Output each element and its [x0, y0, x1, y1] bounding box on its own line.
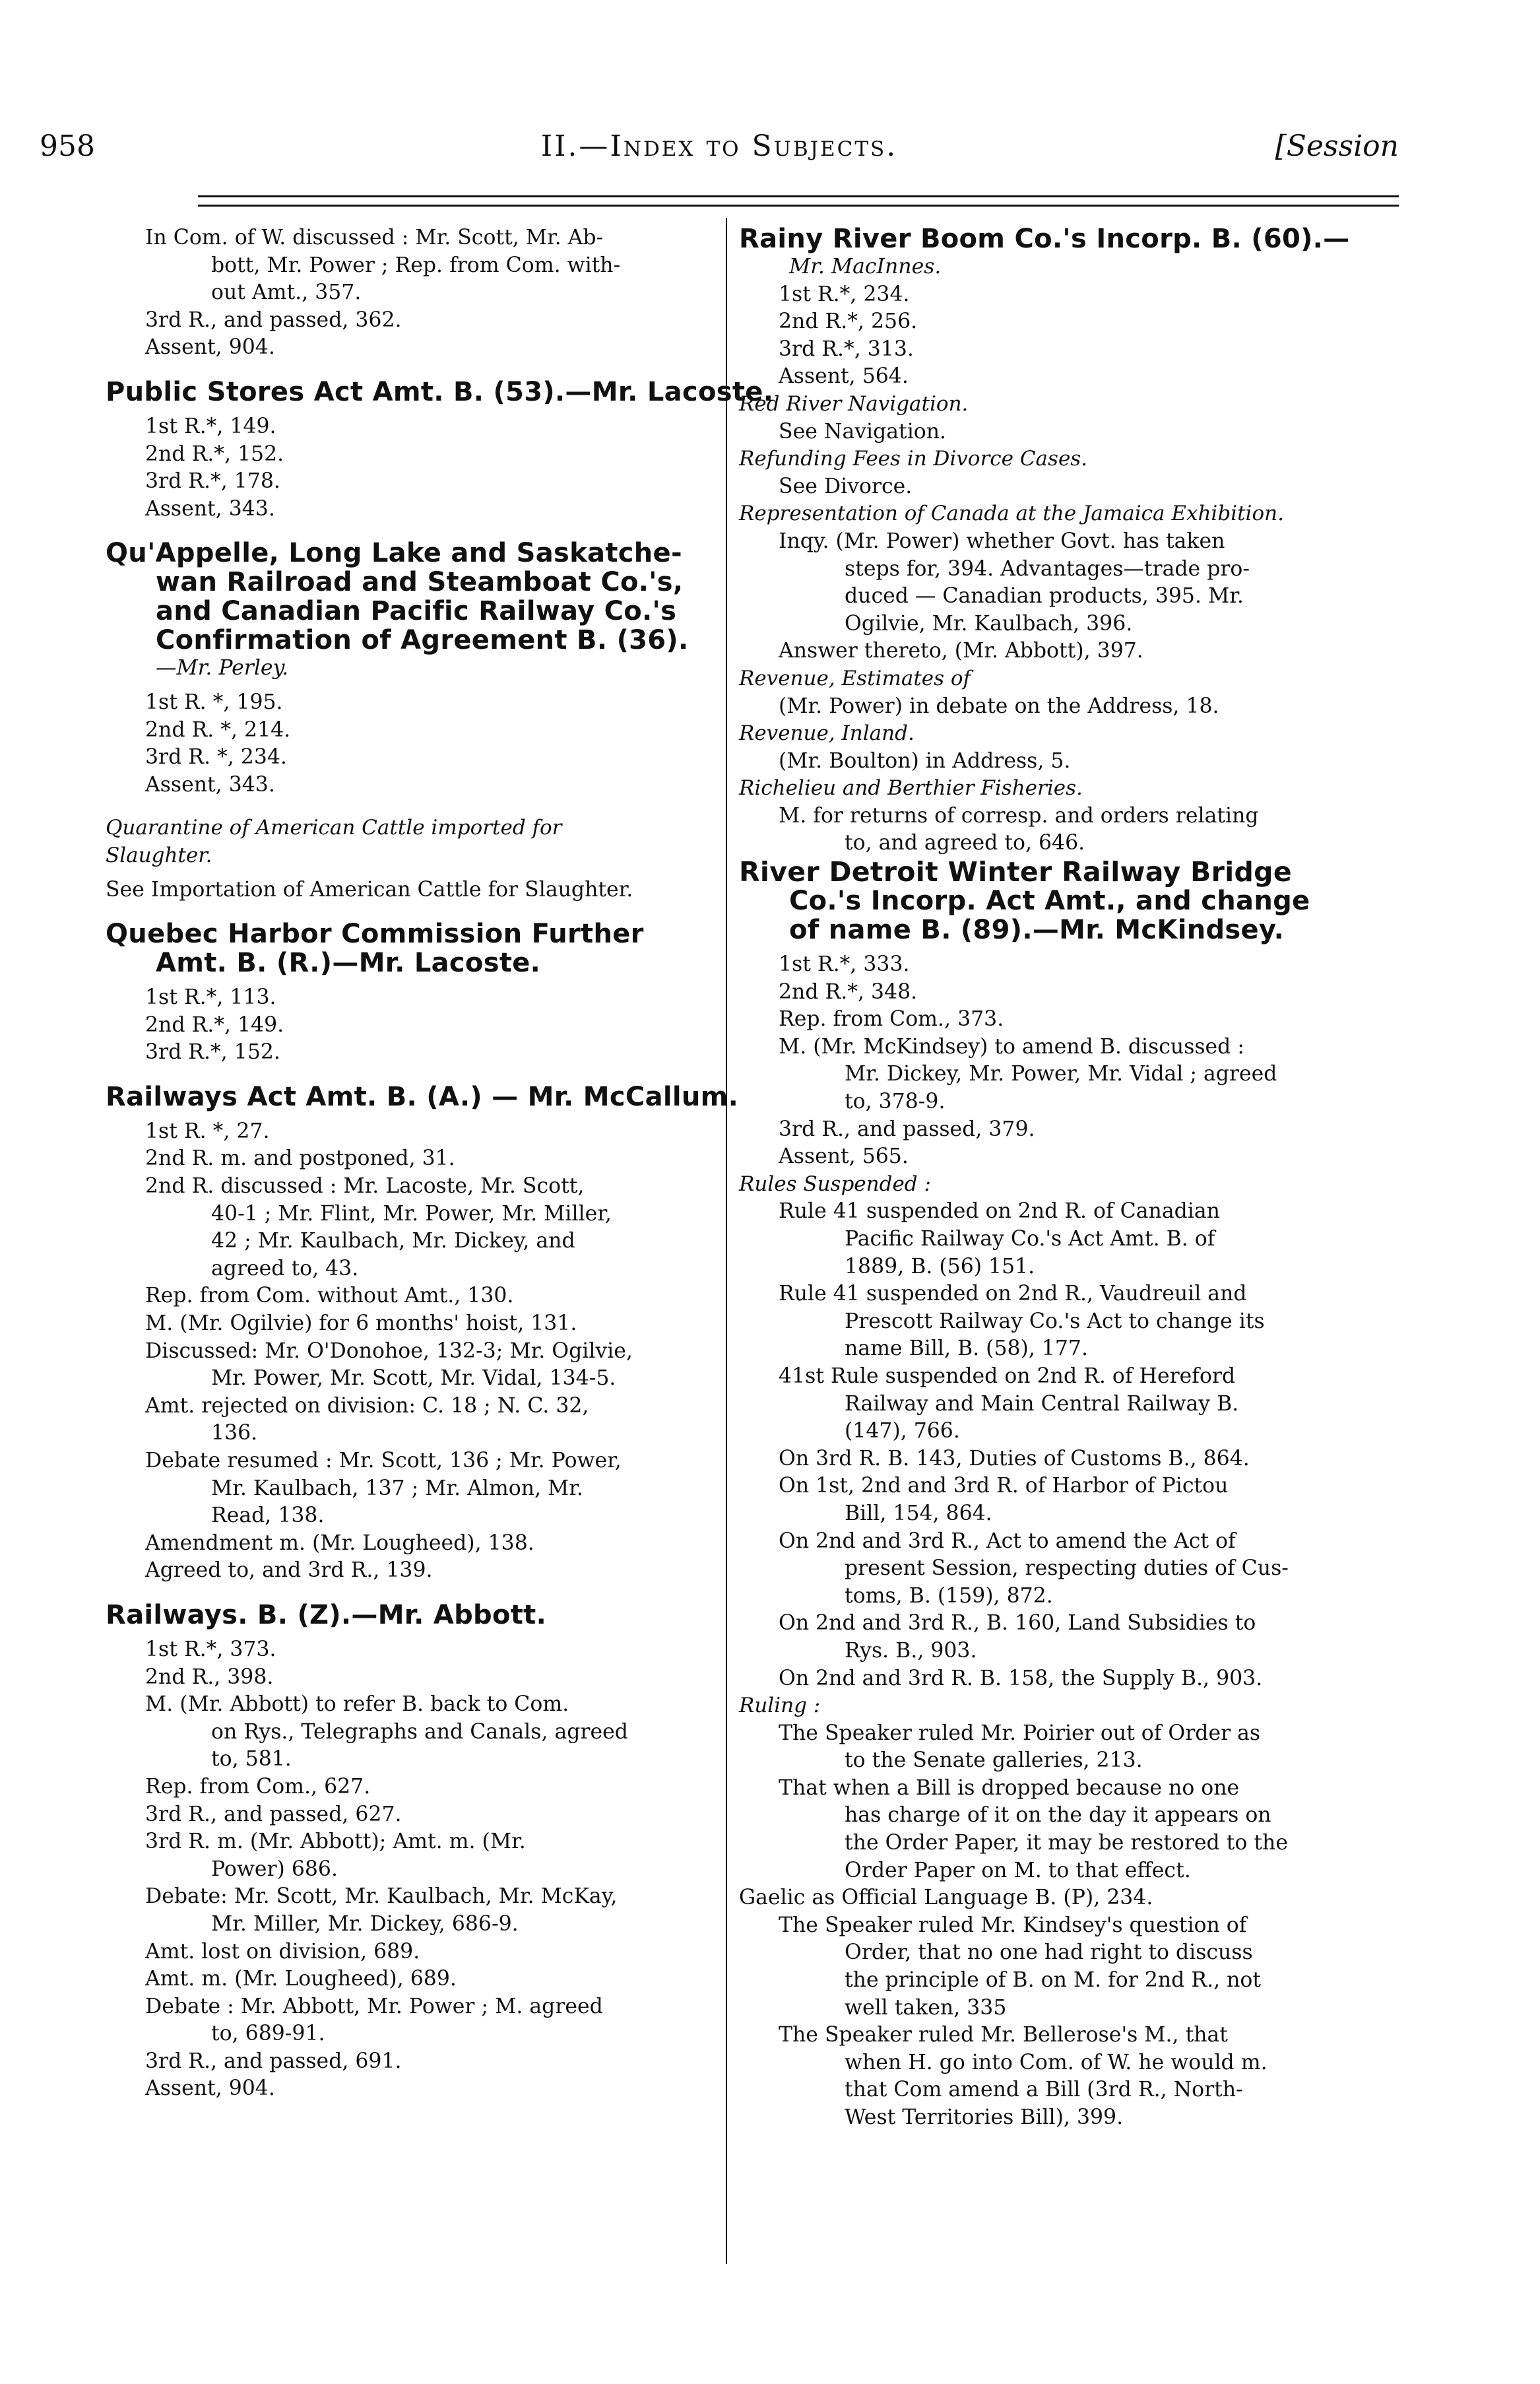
left-column-line: 3rd R., and passed, 691.: [145, 2049, 402, 2073]
right-column-line: name Bill, B. (58), 177.: [845, 1337, 1088, 1361]
left-column-line: Assent, 343.: [145, 772, 275, 797]
left-column-line: Mr. Kaulbach, 137 ; Mr. Almon, Mr.: [211, 1476, 583, 1500]
right-column-line: duced — Canadian products, 395. Mr.: [845, 584, 1244, 609]
right-column-line: Bill, 154, 864.: [845, 1501, 992, 1525]
right-column-line: On 2nd and 3rd R., B. 160, Land Subsidies to: [779, 1611, 1256, 1636]
left-column-line: Railways. B. (Z).—Mr. Abbott.: [106, 1599, 547, 1630]
left-column-line: and Canadian Pacific Railway Co.'s: [156, 596, 677, 627]
right-column-line: of name B. (89).—Mr. McKindsey.: [789, 915, 1285, 946]
right-column-line: River Detroit Winter Railway Bridge: [739, 856, 1292, 888]
right-column-line: the principle of B. on M. for 2nd R., not: [845, 1968, 1262, 1993]
left-column-line: Amt. B. (R.)—Mr. Lacoste.: [156, 948, 541, 979]
right-column-line: Prescott Railway Co.'s Act to change its: [845, 1309, 1265, 1333]
page-number: 958: [40, 129, 95, 163]
left-column-line: out Amt., 357.: [211, 281, 362, 305]
right-column-line: Refunding Fees in Divorce Cases.: [739, 447, 1088, 471]
left-column-line: 2nd R.*, 149.: [145, 1012, 284, 1037]
left-column-line: 40-1 ; Mr. Flint, Mr. Power, Mr. Miller,: [211, 1201, 612, 1226]
right-column-line: 41st Rule suspended on 2nd R. of Hereford: [779, 1364, 1236, 1388]
right-column-line: M. (Mr. McKindsey) to amend B. discussed :: [779, 1034, 1244, 1059]
right-column-line: Order, that no one had right to discuss: [845, 1940, 1253, 1965]
right-column-line: 1st R.*, 234.: [779, 282, 910, 306]
left-column-line: 136.: [211, 1421, 258, 1445]
left-column-line: Mr. Power, Mr. Scott, Mr. Vidal, 134-5.: [211, 1366, 616, 1391]
right-column-line: Rule 41 suspended on 2nd R. of Canadian: [779, 1199, 1220, 1224]
right-column-line: See Divorce.: [779, 474, 913, 498]
right-column-line: 2nd R.*, 348.: [779, 979, 918, 1004]
left-column-line: 3rd R., and passed, 627.: [145, 1802, 402, 1826]
left-column-line: 2nd R. discussed : Mr. Lacoste, Mr. Scott,: [145, 1174, 585, 1199]
left-column-line: In Com. of W. discussed : Mr. Scott, Mr. Ab-: [145, 226, 604, 249]
left-column-line: 3rd R.*, 152.: [145, 1040, 280, 1065]
left-column-line: Qu'Appelle, Long Lake and Saskatche-: [106, 538, 682, 569]
left-column-line: Rep. from Com. without Amt., 130.: [145, 1284, 514, 1308]
left-column-line: 2nd R. *, 214.: [145, 717, 291, 742]
right-column-line: (Mr. Power) in debate on the Address, 18.: [779, 694, 1219, 718]
right-column-line: M. for returns of corresp. and orders relating: [779, 803, 1259, 828]
left-column-line: 2nd R., 398.: [145, 1665, 274, 1689]
left-column-line: Read, 138.: [211, 1504, 325, 1528]
left-column-line: Assent, 343.: [145, 496, 275, 521]
right-column-line: Rules Suspended :: [739, 1172, 931, 1196]
right-column-line: On 2nd and 3rd R., Act to amend the Act of: [779, 1529, 1236, 1553]
left-column-line: to, 689-91.: [211, 2022, 325, 2046]
right-column-line: Order Paper on M. to that effect.: [845, 1858, 1191, 1882]
right-column-line: (Mr. Boulton) in Address, 5.: [779, 748, 1071, 773]
left-column-line: Slaughter.: [106, 843, 212, 867]
right-column-line: The Speaker ruled Mr. Bellerose's M., that: [779, 2023, 1228, 2047]
right-column-line: well taken, 335: [845, 1995, 1007, 2020]
right-column-line: Ogilvie, Mr. Kaulbach, 396.: [845, 611, 1133, 636]
left-column-line: Amt. lost on division, 689.: [145, 1939, 420, 1964]
left-column-line: Assent, 904.: [145, 2076, 275, 2101]
right-column-line: Rep. from Com., 373.: [779, 1007, 1004, 1032]
right-column-line: 2nd R.*, 256.: [779, 310, 918, 334]
left-column-line: 3rd R.*, 178.: [145, 469, 280, 494]
right-column-line: to, and agreed to, 646.: [845, 831, 1085, 855]
right-column-line: to the Senate galleries, 213.: [845, 1748, 1143, 1773]
left-column-line: wan Railroad and Steamboat Co.'s,: [156, 567, 684, 598]
left-column-line: Rep. from Com., 627.: [145, 1774, 371, 1799]
left-column-line: Debate: Mr. Scott, Mr. Kaulbach, Mr. McKay,: [145, 1884, 618, 1909]
left-column-line: 3rd R. *, 234.: [145, 745, 287, 770]
left-column: [106, 224, 774, 2103]
page-header: [40, 129, 1399, 169]
right-column-line: Representation of Canada at the Jamaica Exhibition.: [739, 502, 1284, 526]
right-column-line: has charge of it on the day it appears on: [845, 1803, 1271, 1828]
page-title: II.—Index to Subjects.: [540, 129, 898, 163]
left-column-line: 2nd R.*, 152.: [145, 442, 284, 466]
left-column-line: 42 ; Mr. Kaulbach, Mr. Dickey, and: [211, 1229, 575, 1253]
left-column-line: Quebec Harbor Commission Further: [106, 919, 644, 950]
right-column-line: On 2nd and 3rd R. B. 158, the Supply B., 903.: [779, 1666, 1263, 1690]
right-column-line: Revenue, Estimates of: [739, 666, 971, 690]
left-column-line: bott, Mr. Power ; Rep. from Com. with-: [211, 253, 621, 277]
right-column-line: Rainy River Boom Co.'s Incorp. B. (60).—: [739, 224, 1350, 254]
right-column-line: Answer thereto, (Mr. Abbott), 397.: [779, 639, 1143, 663]
left-column-line: 1st R.*, 373.: [145, 1637, 276, 1661]
left-column-line: Confirmation of Agreement B. (36).: [156, 625, 689, 656]
left-column-line: Discussed: Mr. O'Donohoe, 132-3; Mr. Ogilvie,: [145, 1339, 633, 1363]
header-rule-bottom: [198, 205, 1399, 207]
right-column-line: Pacific Railway Co.'s Act Amt. B. of: [845, 1227, 1215, 1251]
right-column-line: Inqy. (Mr. Power) whether Govt. has taken: [779, 529, 1225, 553]
right-column-line: That when a Bill is dropped because no one: [779, 1775, 1240, 1800]
right-column-line: when H. go into Com. of W. he would m.: [845, 2050, 1267, 2074]
left-column-line: 1st R.*, 113.: [145, 985, 276, 1010]
left-column-line: Agreed to, and 3rd R., 139.: [145, 1558, 433, 1583]
right-column-line: to, 378-9.: [845, 1090, 946, 1114]
right-column: [739, 224, 1399, 2132]
header-rule-top: [198, 195, 1399, 197]
right-column-line: Red River Navigation.: [739, 391, 969, 416]
right-column-line: the Order Paper, it may be restored to the: [845, 1831, 1288, 1855]
left-column-line: 2nd R. m. and postponed, 31.: [145, 1146, 455, 1171]
right-column-line: Co.'s Incorp. Act Amt., and change: [789, 886, 1310, 917]
left-column-line: Amt. m. (Mr. Lougheed), 689.: [145, 1967, 457, 1991]
right-column-line: Assent, 564.: [779, 364, 909, 389]
right-column-line: The Speaker ruled Mr. Kindsey's question of: [779, 1913, 1247, 1937]
right-column-line: present Session, respecting duties of Cus-: [845, 1556, 1289, 1581]
left-column-line: M. (Mr. Abbott) to refer B. back to Com.: [145, 1692, 569, 1717]
right-column-line: (147), 766.: [845, 1419, 960, 1443]
left-column-line: Debate : Mr. Abbott, Mr. Power ; M. agreed: [145, 1994, 603, 2018]
right-column-line: Richelieu and Berthier Fisheries.: [739, 776, 1083, 801]
right-column-line: 3rd R., and passed, 379.: [779, 1117, 1035, 1141]
right-column-line: Ruling :: [739, 1694, 821, 1718]
right-column-line: Railway and Main Central Railway B.: [845, 1391, 1239, 1416]
left-column-line: 1st R. *, 27.: [145, 1119, 270, 1143]
right-column-line: toms, B. (159), 872.: [845, 1583, 1053, 1608]
right-column-line: West Territories Bill), 399.: [845, 2105, 1124, 2129]
right-column-line: On 1st, 2nd and 3rd R. of Harbor of Pictou: [779, 1474, 1229, 1498]
left-column-line: Debate resumed : Mr. Scott, 136 ; Mr. Power,: [145, 1449, 622, 1473]
left-column-line: 3rd R., and passed, 362.: [145, 308, 402, 332]
right-column-line: Mr. MacInnes.: [789, 255, 942, 279]
left-column-line: Quarantine of American Cattle imported for: [106, 816, 562, 840]
right-column-line: 1889, B. (56) 151.: [845, 1254, 1035, 1278]
right-column-line: 3rd R.*, 313.: [779, 337, 914, 361]
left-column-line: 1st R.*, 149.: [145, 414, 276, 438]
right-column-line: 1st R.*, 333.: [779, 952, 910, 977]
left-column-line: M. (Mr. Ogilvie) for 6 months' hoist, 131.: [145, 1311, 577, 1336]
right-column-line: Assent, 565.: [779, 1144, 909, 1169]
left-column-line: 3rd R. m. (Mr. Abbott); Amt. m. (Mr.: [145, 1830, 526, 1854]
right-column-line: Rule 41 suspended on 2nd R., Vaudreuil and: [779, 1282, 1247, 1306]
left-column-line: 1st R. *, 195.: [145, 690, 283, 714]
running-head-session: [Session: [1275, 129, 1399, 163]
right-column-line: See Navigation.: [779, 419, 947, 444]
left-column-line: agreed to, 43.: [211, 1256, 359, 1280]
left-column-line: See Importation of American Cattle for Slaughter.: [106, 877, 633, 902]
left-column-line: —Mr. Perley.: [156, 656, 289, 680]
right-column-line: steps for, 394. Advantages—trade pro-: [845, 556, 1250, 581]
left-column-line: Public Stores Act Amt. B. (53).—Mr. Lacoste.: [106, 376, 774, 407]
left-column-line: Power) 686.: [211, 1857, 338, 1881]
right-column-line: that Com amend a Bill (3rd R., North-: [845, 2078, 1243, 2102]
right-column-line: Rys. B., 903.: [845, 1638, 977, 1663]
left-column-line: Railways Act Amt. B. (A.) — Mr. McCallum.: [106, 1081, 739, 1112]
left-column-line: Amt. rejected on division: C. 18 ; N. C. 32,: [145, 1393, 589, 1418]
right-column-line: The Speaker ruled Mr. Poirier out of Order as: [779, 1721, 1261, 1745]
left-column-line: Assent, 904.: [145, 335, 275, 360]
right-column-line: Gaelic as Official Language B. (P), 234.: [739, 1886, 1153, 1910]
right-column-line: Revenue, Inland.: [739, 721, 914, 746]
left-column-line: Amendment m. (Mr. Lougheed), 138.: [145, 1531, 534, 1555]
right-column-line: Mr. Dickey, Mr. Power, Mr. Vidal ; agreed: [845, 1062, 1277, 1086]
right-column-line: On 3rd R. B. 143, Duties of Customs B., 864.: [779, 1446, 1250, 1471]
left-column-line: to, 581.: [211, 1747, 292, 1771]
left-column-line: Mr. Miller, Mr. Dickey, 686-9.: [211, 1911, 519, 1936]
left-column-line: on Rys., Telegraphs and Canals, agreed: [211, 1719, 628, 1744]
